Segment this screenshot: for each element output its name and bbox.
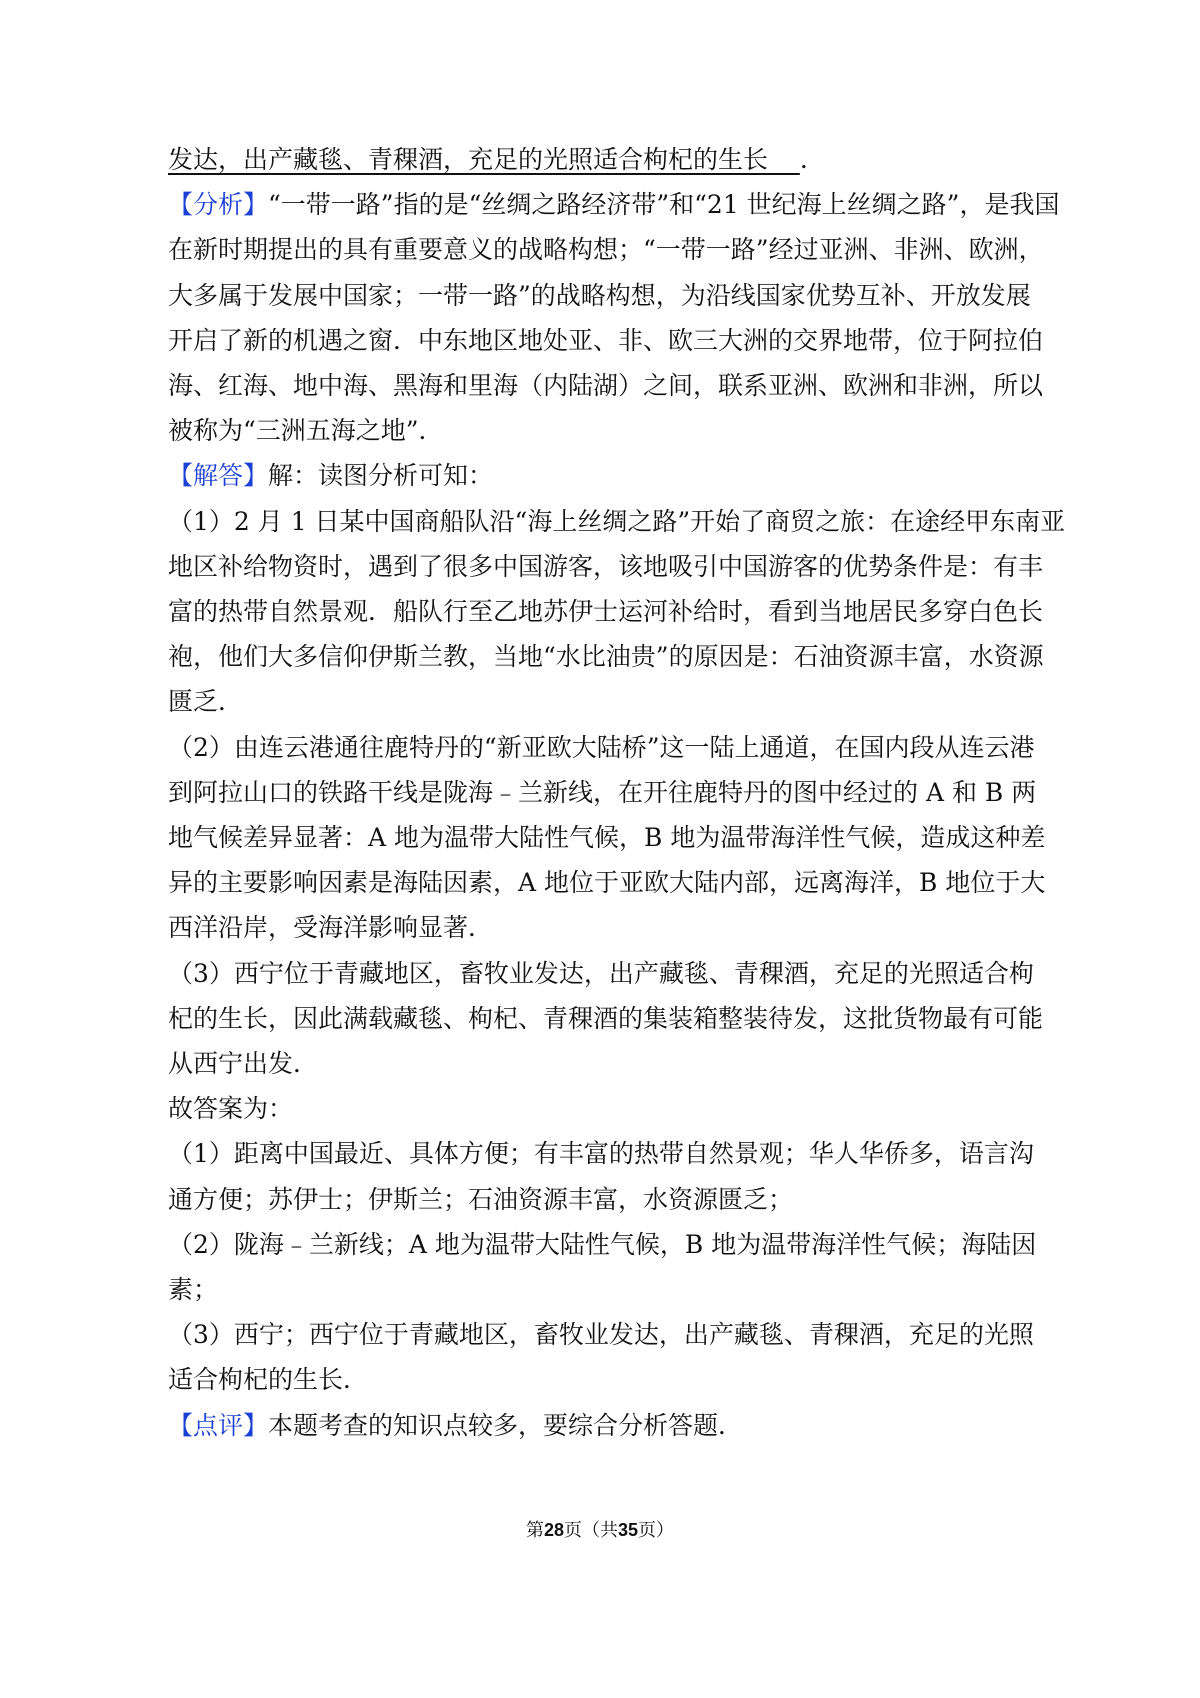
- footer-prefix: 第: [525, 1520, 544, 1541]
- answer-part2-line-2: 到阿拉山口的铁路干线是陇海﹣兰新线，在开往鹿特丹的图中经过的 A 和 B 两: [168, 777, 1037, 807]
- answer-intro: 解：读图分析可知：: [268, 461, 494, 491]
- underlined-answer-text: 发达，出产藏毯、青稞酒，充足的光照适合枸杞的生长: [168, 145, 769, 174]
- answer-part1-line-3: 富的热带自然景观．船队行至乙地苏伊士运河补给时，看到当地居民多穿白色长: [168, 597, 1044, 627]
- answer-continuation-line: [168, 137, 958, 182]
- answer-part2-line-4: 异的主要影响因素是海陆因素，A 地位于亚欧大陆内部，远离海洋，B 地位于大: [168, 868, 1046, 898]
- footer-page-number: 28: [543, 1520, 564, 1540]
- answer-part2-line-1: （2）由连云港通往鹿特丹的“新亚欧大陆桥”这一陆上通道，在国内段从连云港: [168, 732, 1035, 762]
- answer-period: .: [799, 145, 808, 174]
- analysis-text: “一带一路”指的是“丝绸之路经济带”和“21 世纪海上丝绸之路”，是我国: [268, 190, 1060, 220]
- final-answer-3-line-2: 适合枸杞的生长．: [168, 1365, 369, 1395]
- final-answer-3-line-1: （3）西宁；西宁位于青藏地区，畜牧业发达，出产藏毯、青稞酒，充足的光照: [168, 1320, 1034, 1350]
- footer-middle: 页（共: [564, 1520, 618, 1541]
- analysis-line-5: 海、红海、地中海、黑海和里海（内陆湖）之间，联系亚洲、欧洲和非洲，所以: [168, 371, 1044, 401]
- answer-conclusion: 故答案为：: [168, 1094, 294, 1124]
- analysis-tag: 【分析】: [168, 190, 269, 220]
- comment-text: 本题考查的知识点较多，要综合分析答题．: [268, 1410, 744, 1440]
- analysis-line-2: 在新时期提出的具有重要意义的战略构想；“一带一路”经过亚洲、非洲、欧洲，: [168, 235, 1044, 265]
- answer-part3-line-3: 从西宁出发．: [168, 1049, 319, 1079]
- answer-part2-line-3: 地气候差异显著：A 地为温带大陆性气候，B 地为温带海洋性气候，造成这种差: [168, 823, 1046, 853]
- document-body: [168, 137, 1066, 1448]
- answer-tag: 【解答】: [168, 461, 269, 491]
- footer-suffix: 页）: [638, 1520, 675, 1541]
- page-footer: [0, 1518, 1200, 1543]
- footer-total-pages: 35: [618, 1520, 639, 1540]
- analysis-line-6: 被称为“三洲五海之地”．: [168, 416, 444, 446]
- answer-part1-line-2: 地区补给物资时，遇到了很多中国游客，该地吸引中国游客的优势条件是：有丰: [168, 551, 1044, 581]
- final-answer-2-line-2: 素；: [168, 1275, 219, 1305]
- answer-part2-line-5: 西洋沿岸，受海洋影响显著．: [168, 913, 494, 943]
- answer-part1-line-5: 匮乏．: [168, 687, 244, 717]
- underlined-answer-blank: [768, 145, 800, 174]
- comment-tag: 【点评】: [168, 1410, 269, 1440]
- analysis-line-1: [168, 182, 1060, 227]
- final-answer-1-line-2: 通方便；苏伊士；伊斯兰；石油资源丰富，水资源匮乏；: [168, 1184, 794, 1214]
- analysis-line-3: 大多属于发展中国家；一带一路”的战略构想，为沿线国家优势互补、开放发展: [168, 280, 1031, 310]
- answer-part1-line-1: （1）2 月 1 日某中国商船队沿“海上丝绸之路”开始了商贸之旅：在途经甲东南亚: [168, 506, 1066, 536]
- comment-line: [168, 1403, 958, 1448]
- analysis-line-4: 开启了新的机遇之窗．中东地区地处亚、非、欧三大洲的交界地带，位于阿拉伯: [168, 325, 1044, 355]
- answer-part1-line-4: 袍，他们大多信仰伊斯兰教，当地“水比油贵”的原因是：石油资源丰富，水资源: [168, 642, 1044, 672]
- answer-part3-line-2: 杞的生长，因此满载藏毯、枸杞、青稞酒的集装箱整装待发，这批货物最有可能: [168, 1003, 1044, 1033]
- answer-part3-line-1: （3）西宁位于青藏地区，畜牧业发达，出产藏毯、青稞酒，充足的光照适合枸: [168, 958, 1034, 988]
- final-answer-1-line-1: （1）距离中国最近、具体方便；有丰富的热带自然景观；华人华侨多，语言沟: [168, 1139, 1034, 1169]
- final-answer-2-line-1: （2）陇海﹣兰新线；A 地为温带大陆性气候，B 地为温带海洋性气候；海陆因: [168, 1229, 1037, 1259]
- answer-heading-line: [168, 453, 958, 498]
